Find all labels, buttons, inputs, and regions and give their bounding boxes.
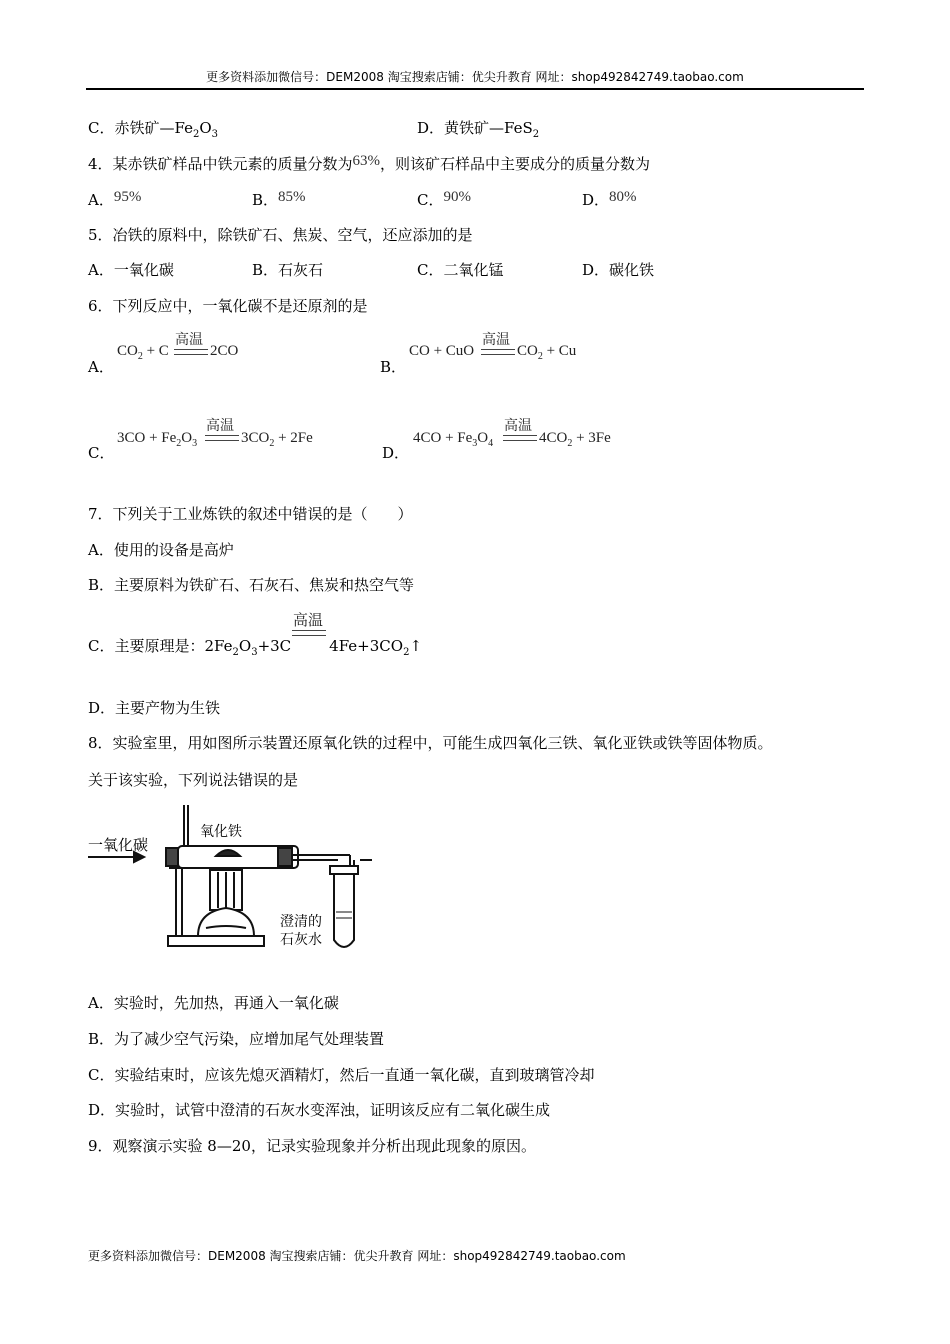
q5-option-b: B．石灰石 (252, 261, 324, 279)
apparatus-figure (88, 800, 388, 960)
q5-stem: 5．冶铁的原料中，除铁矿石、焦炭、空气，还应添加的是 (88, 226, 473, 244)
q6-d-equation-left: $4CO + Fe_3O_4$ (413, 430, 494, 449)
q4-option-b: B．85% (252, 189, 306, 209)
q6-option-a-label: A． (88, 358, 114, 376)
q4-option-d: D．80% (582, 189, 637, 209)
q6-d-condition: 高温 (504, 418, 532, 434)
q8-option-a: A．实验时，先加热，再通入一氧化碳 (88, 994, 339, 1012)
q5-option-d: D．碳化铁 (582, 261, 655, 279)
q6-c-condition: 高温 (206, 418, 234, 434)
q6-c-equation-left: $3CO + Fe_2O_3$ (117, 430, 198, 449)
q7-option-a: A．使用的设备是高炉 (88, 541, 234, 559)
page-footer: 更多资料添加微信号：DEM2008 淘宝搜索店铺：优尖升教育 网址：shop492842749.taobao.com (88, 1249, 626, 1263)
q7-stem: 7．下列关于工业炼铁的叙述中错误的是（ ） (88, 505, 413, 523)
q4-stem: 4．某赤铁矿样品中铁元素的质量分数为63%，则该矿石样品中主要成分的质量分数为 (88, 153, 651, 173)
q4-option-c: C．90% (417, 189, 471, 209)
right-stopper (278, 848, 292, 866)
label-iron-oxide: 氧化铁 (200, 824, 242, 840)
q6-d-equation-right: $4CO_2 + 3Fe$ (539, 430, 611, 449)
q6-a-equation-left: $CO_2 + C$ (117, 343, 169, 362)
stand-base (168, 936, 264, 946)
q6-c-equals (205, 435, 239, 441)
q6-c-equation-right: $3CO_2 + 2Fe$ (241, 430, 313, 449)
q9-stem: 9．观察演示实验 8—20，记录实验现象并分析出现此现象的原因。 (88, 1137, 536, 1155)
q8-option-b: B．为了减少空气污染，应增加尾气处理装置 (88, 1030, 385, 1048)
q7-option-c: C．主要原理是：$2Fe_2O_3+3C$ $4Fe+3CO_2↑$ (88, 637, 423, 658)
test-tube (334, 872, 354, 947)
q8-option-c: C．实验结束时，应该先熄灭酒精灯，然后一直通一氧化碳，直到玻璃管冷却 (88, 1066, 595, 1084)
q6-stem: 6．下列反应中，一氧化碳不是还原剂的是 (88, 297, 368, 315)
label-limewater-1: 澄清的 (280, 914, 322, 930)
label-carbon-monoxide: 一氧化碳 (88, 836, 149, 854)
q6-a-equation-right: 2CO (210, 343, 239, 359)
q8-stem-line1: 8．实验室里，用如图所示装置还原氧化铁的过程中，可能生成四氧化三铁、氧化亚铁或铁等固体物质。 (88, 734, 773, 752)
q6-option-b-label: B． (380, 358, 407, 376)
q3-option-c: C．赤铁矿$—Fe_2O_3$ (88, 119, 219, 140)
q6-b-equals (481, 349, 515, 355)
q4-option-a: A．95% (88, 189, 142, 209)
label-limewater-2: 石灰水 (280, 932, 322, 948)
q5-option-a: A．一氧化碳 (88, 261, 174, 279)
q5-option-c: C．二氧化锰 (417, 261, 504, 279)
q6-option-d-label: D． (382, 444, 410, 462)
left-stopper (166, 848, 178, 866)
q7-option-b: B．主要原料为铁矿石、石灰石、焦炭和热空气等 (88, 576, 415, 594)
page-header: 更多资料添加微信号：DEM2008 淘宝搜索店铺：优尖升教育 网址：shop492842749.taobao.com (86, 68, 864, 90)
q6-a-equals (174, 349, 208, 355)
q6-b-condition: 高温 (482, 332, 510, 348)
q8-stem-line2: 关于该实验，下列说法错误的是 (88, 771, 299, 789)
q6-a-condition: 高温 (175, 332, 203, 348)
q7-c-condition: 高温 (293, 611, 324, 629)
q6-b-equation-left: CO + CuO (409, 343, 475, 359)
q6-d-equals (503, 435, 537, 441)
q6-b-equation-right: $CO_2 + Cu$ (517, 343, 577, 362)
alcohol-lamp (198, 908, 254, 936)
q6-option-c-label: C． (88, 444, 115, 462)
q7-option-d: D．主要产物为生铁 (88, 699, 221, 717)
q3-option-d: D．黄铁矿—FeS$_2$ (417, 119, 540, 140)
q8-option-d: D．实验时，试管中澄清的石灰水变浑浊，证明该反应有二氧化碳生成 (88, 1101, 551, 1119)
